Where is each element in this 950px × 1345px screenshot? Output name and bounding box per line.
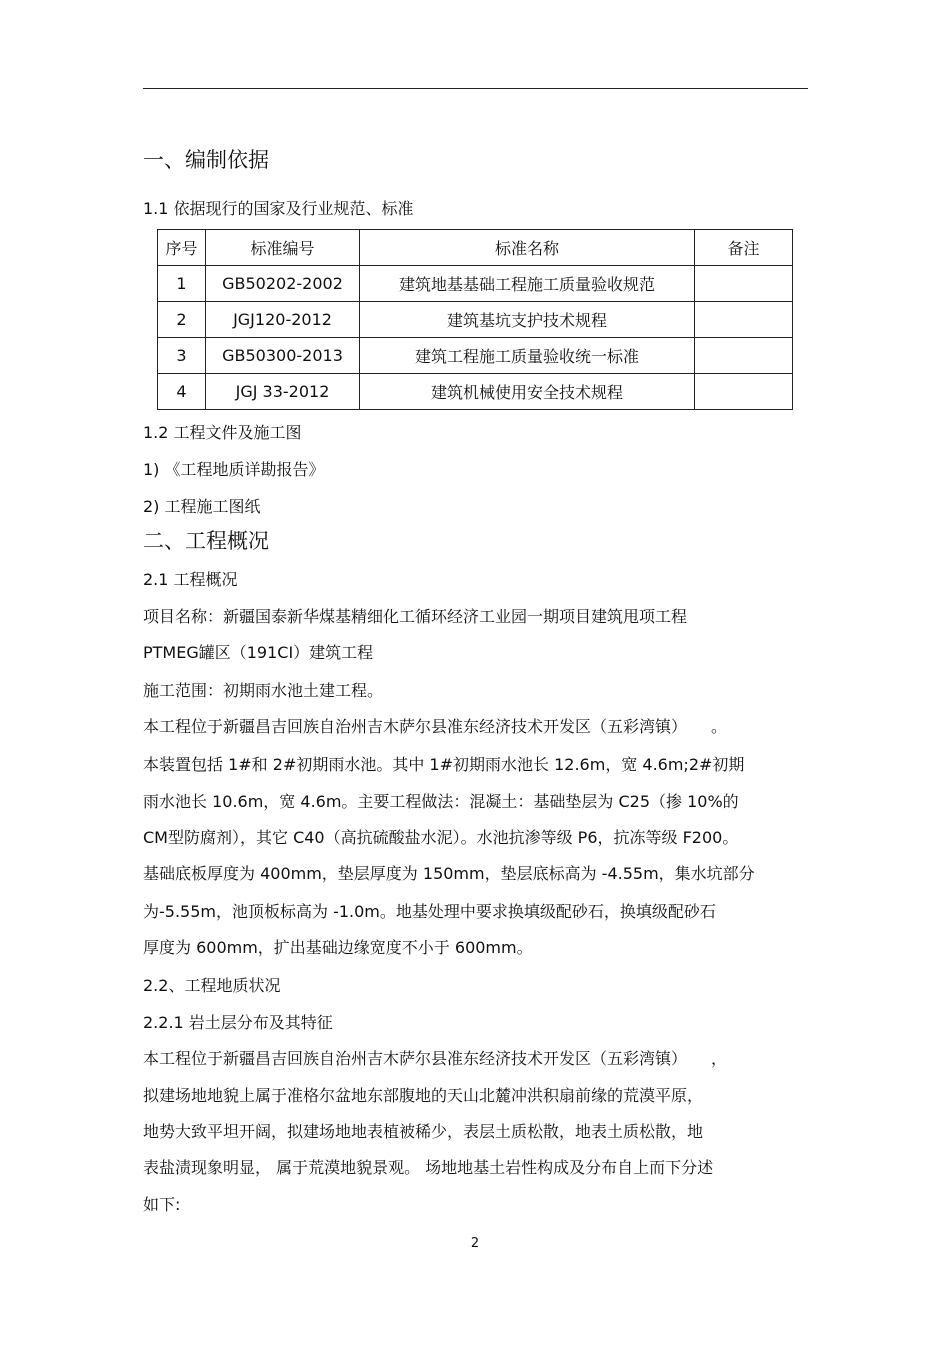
- page-number: 2: [470, 1236, 480, 1251]
- table-cell: 2: [158, 302, 206, 338]
- body-line: CM型防腐剂），其它 C40（高抗硫酸盐水泥）。水池抗渗等级 P6，抗冻等级 F200。: [143, 828, 739, 847]
- subsection-2-2: 2.2、工程地质状况: [143, 976, 281, 995]
- subsection-2-1: 2.1 工程概况: [143, 570, 238, 589]
- table-cell: 3: [158, 338, 206, 374]
- table-row: [158, 302, 793, 338]
- table-cell: 1: [158, 266, 206, 302]
- body-line: 为-5.55m，池顶板标高为 -1.0m。地基处理中要求换填级配砂石，换填级配砂石: [143, 902, 716, 921]
- table-cell: [695, 302, 793, 338]
- table-cell: [695, 338, 793, 374]
- table-cell: 建筑基坑支护技术规程: [360, 302, 695, 338]
- header-cell: 标准名称: [360, 230, 695, 266]
- body-line: 本装置包括 1#和 2#初期雨水池。其中 1#初期雨水池长 12.6m，宽 4.6m;2#初期: [143, 755, 745, 774]
- table-cell: JGJ120-2012: [206, 302, 360, 338]
- table-cell: 建筑工程施工质量验收统一标准: [360, 338, 695, 374]
- table-cell: [695, 266, 793, 302]
- table-cell: JGJ 33-2012: [206, 374, 360, 410]
- body-line: 本工程位于新疆昌吉回族自治州吉木萨尔县准东经济技术开发区（五彩湾镇） 。: [143, 717, 728, 736]
- subsection-1-1: 1.1 依据现行的国家及行业规范、标准: [143, 199, 414, 218]
- header-rule: [143, 88, 808, 89]
- table-cell: GB50202-2002: [206, 266, 360, 302]
- standards-table: [157, 229, 793, 410]
- body-line: 项目名称：新疆国泰新华煤基精细化工循环经济工业园一期项目建筑甩项工程: [143, 607, 688, 626]
- body-line: 雨水池长 10.6m，宽 4.6m。主要工程做法：混凝土：基础垫层为 C25（掺 10%的: [143, 792, 739, 811]
- header-cell: 备注: [695, 230, 793, 266]
- body-line: 表盐渍现象明显， 属于荒漠地貌景观。 场地地基土岩性构成及分布自上而下分述: [143, 1158, 714, 1177]
- table-row: [158, 338, 793, 374]
- body-line: 本工程位于新疆昌吉回族自治州吉木萨尔县准东经济技术开发区（五彩湾镇） ，: [143, 1049, 728, 1068]
- body-line: 如下:: [143, 1195, 181, 1214]
- body-line: PTMEG罐区（191CI）建筑工程: [143, 643, 374, 662]
- section-2-heading: 二、工程概况: [143, 529, 269, 553]
- table-cell: 建筑地基基础工程施工质量验收规范: [360, 266, 695, 302]
- header-cell: 标准编号: [206, 230, 360, 266]
- table-header-row: [158, 230, 793, 266]
- section-1-heading: 一、编制依据: [143, 148, 269, 172]
- table-cell: [695, 374, 793, 410]
- body-line: 拟建场地地貌上属于准格尔盆地东部腹地的天山北麓冲洪积扇前缘的荒漠平原，: [143, 1086, 704, 1105]
- body-line: 地势大致平坦开阔，拟建场地地表植被稀少，表层土质松散，地表土质松散，地: [143, 1122, 704, 1141]
- table-row: [158, 266, 793, 302]
- table-row: [158, 374, 793, 410]
- table-cell: GB50300-2013: [206, 338, 360, 374]
- subsection-2-2-1: 2.2.1 岩土层分布及其特征: [143, 1013, 333, 1032]
- body-line: 施工范围：初期雨水池土建工程。: [143, 681, 384, 700]
- list-item: 1) 《工程地质详勘报告》: [143, 460, 325, 479]
- list-item: 2) 工程施工图纸: [143, 497, 261, 516]
- table-cell: 4: [158, 374, 206, 410]
- header-cell: 序号: [158, 230, 206, 266]
- body-line: 厚度为 600mm，扩出基础边缘宽度不小于 600mm。: [143, 938, 533, 957]
- table-cell: 建筑机械使用安全技术规程: [360, 374, 695, 410]
- subsection-1-2: 1.2 工程文件及施工图: [143, 423, 302, 442]
- body-line: 基础底板厚度为 400mm，垫层厚度为 150mm，垫层底标高为 -4.55m，集水坑部分: [143, 864, 755, 883]
